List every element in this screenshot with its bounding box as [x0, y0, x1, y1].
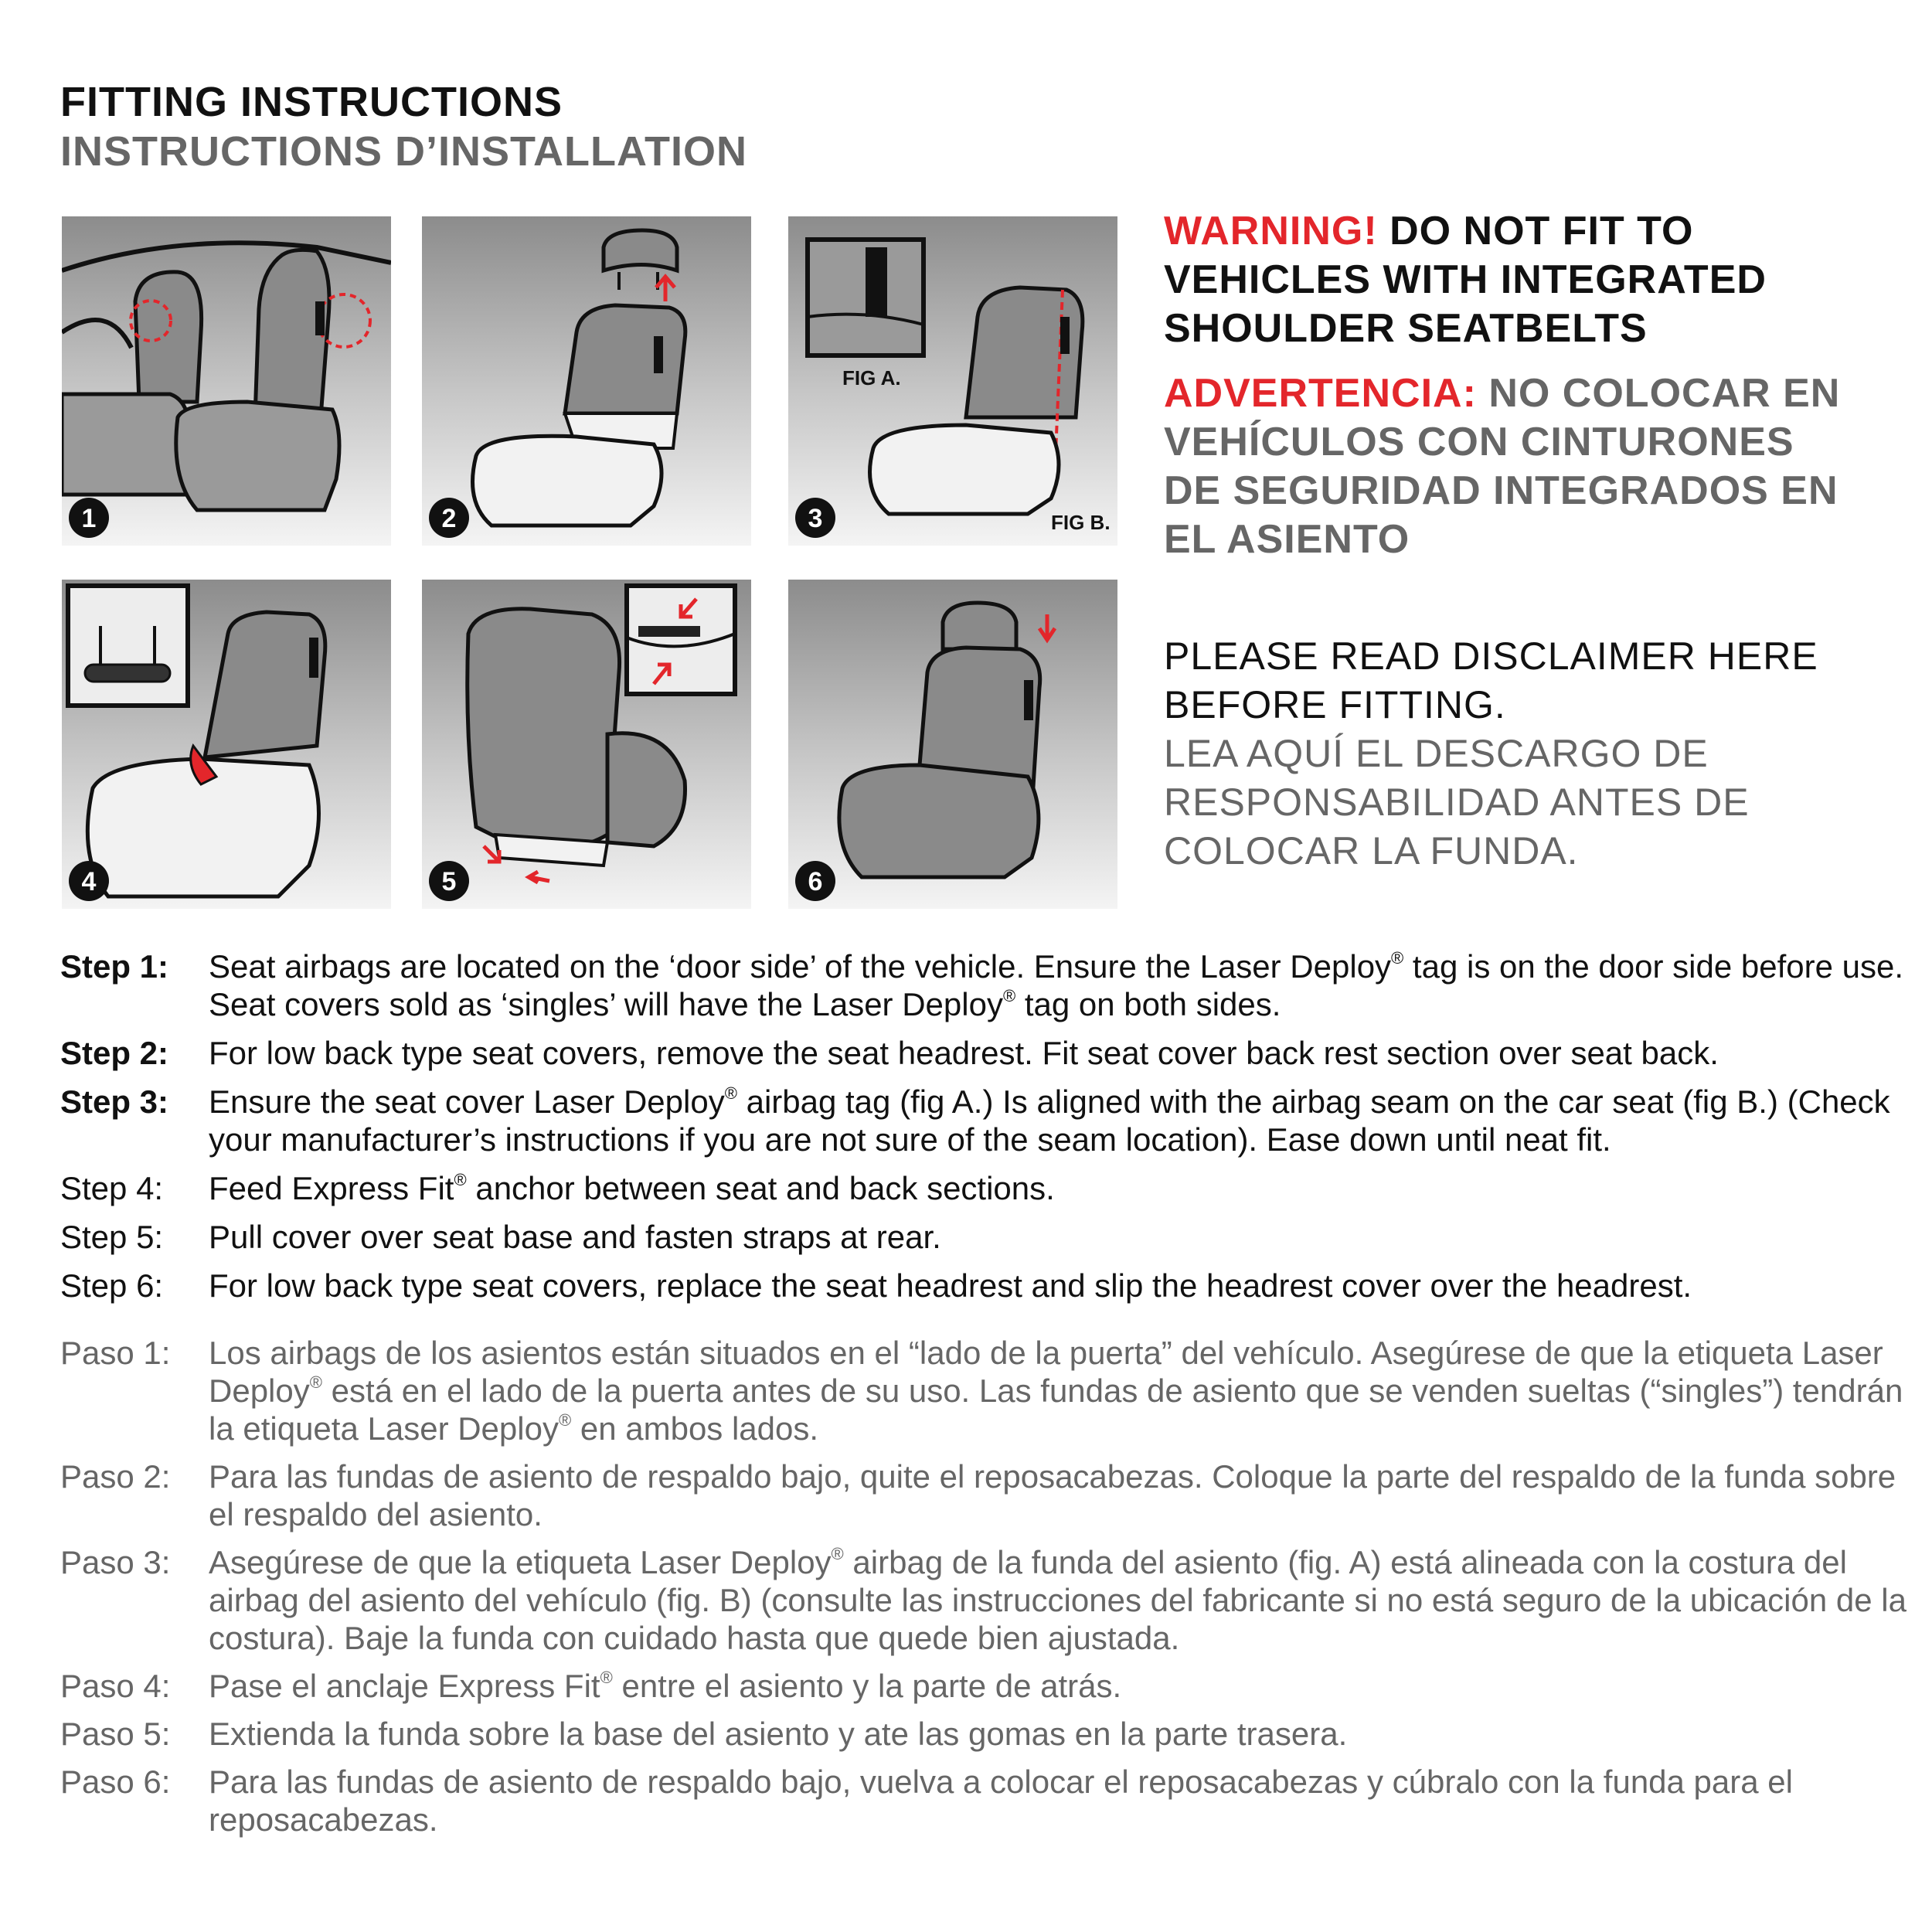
paso-5: Paso 5: Extienda la funda sobre la base del asiento y ate las gomas en la parte trasera.	[60, 1716, 1348, 1752]
title-french: INSTRUCTIONS D’INSTALLATION	[60, 128, 747, 175]
step-6: Step 6: For low back type seat covers, replace the seat headrest and slip the headrest cover over the headrest.	[60, 1267, 1692, 1304]
step-number-3: 3	[808, 504, 823, 533]
step-1: Step 1: Seat airbags are located on the ‘door side’ of the vehicle. Ensure the Laser Deploy® tag is on the door side before use. Seat covers sold as ‘singles’ will have the Laser Deploy® tag on both sides.	[60, 948, 1904, 1022]
step-number-2: 2	[441, 504, 457, 533]
step-number-4: 4	[81, 867, 97, 896]
paso-3: Paso 3: Asegúrese de que la etiqueta Laser Deploy® airbag de la funda del asiento (fig. A) está alineada con la costura del airbag del asiento del vehículo (fig. B) (consulte las instrucciones del fabricante si no está seguro de la ubicación de la costura). Baje la funda con cuidado hasta que quede bien ajustada.	[60, 1544, 1906, 1656]
figure-step-1	[62, 216, 391, 546]
instructions	[60, 947, 1915, 1849]
paso-1: Paso 1: Los airbags de los asientos están situados en el “lado de la puerta” del vehículo. Asegúrese de que la etiqueta Laser Deploy® está en el lado de la puerta antes de su uso. Las fundas de asiento que se venden sueltas (“singles”) tendrán la etiqueta Laser Deploy® en ambos lados.	[60, 1335, 1903, 1447]
warning-spanish: ADVERTENCIA: NO COLOCAR EN VEHÍCULOS CON CINTURONES DE SEGURIDAD INTEGRADOS EN EL ASIENTO	[1164, 371, 1841, 562]
disclaimer-link[interactable]: PLEASE READ DISCLAIMER HERE BEFORE FITTING. LEA AQUÍ EL DESCARGO DE RESPONSABILIDAD ANTES DE COLOCAR LA FUNDA.	[1164, 634, 1818, 872]
figure-step-4	[62, 580, 391, 909]
step-number-6: 6	[808, 867, 823, 896]
steps-english	[60, 947, 1915, 1304]
figure-step-6	[788, 580, 1117, 909]
step-2: Step 2: For low back type seat covers, remove the seat headrest. Fit seat cover back rest section over seat back.	[60, 1035, 1719, 1071]
steps-spanish	[60, 1334, 1915, 1838]
paso-4: Paso 4: Pase el anclaje Express Fit® entre el asiento y la parte de atrás.	[60, 1668, 1122, 1704]
fig-b-label: FIG B.	[1051, 511, 1111, 534]
figure-step-5	[422, 580, 751, 909]
step-3: Step 3: Ensure the seat cover Laser Deploy® airbag tag (fig A.) Is aligned with the airbag seam on the car seat (fig B.) (Check your manufacturer’s instructions if you are not sure of the seam location). Ease down until neat fit.	[60, 1083, 1890, 1158]
figure-step-3	[788, 216, 1117, 546]
paso-6: Paso 6: Para las fundas de asiento de respaldo bajo, vuelva a colocar el reposacabezas y cúbralo con la funda para el reposacabezas.	[60, 1764, 1793, 1838]
paso-2: Paso 2: Para las fundas de asiento de respaldo bajo, quite el reposacabezas. Coloque la parte del respaldo de la funda sobre el respaldo del asiento.	[60, 1458, 1896, 1532]
step-number-1: 1	[81, 504, 97, 533]
title-english: FITTING INSTRUCTIONS	[60, 79, 563, 125]
step-number-5: 5	[441, 867, 457, 896]
figure-step-2	[422, 216, 751, 546]
fig-a-label: FIG A.	[842, 366, 901, 389]
page-title	[60, 77, 747, 176]
warning-prefix: WARNING!	[1164, 209, 1378, 253]
step-5: Step 5: Pull cover over seat base and fasten straps at rear.	[60, 1219, 941, 1255]
step-4: Step 4: Feed Express Fit® anchor between seat and back sections.	[60, 1170, 1055, 1206]
advertencia-prefix: ADVERTENCIA:	[1164, 371, 1477, 416]
warning-english: WARNING! DO NOT FIT TO VEHICLES WITH INTEGRATED SHOULDER SEATBELTS	[1164, 209, 1767, 351]
